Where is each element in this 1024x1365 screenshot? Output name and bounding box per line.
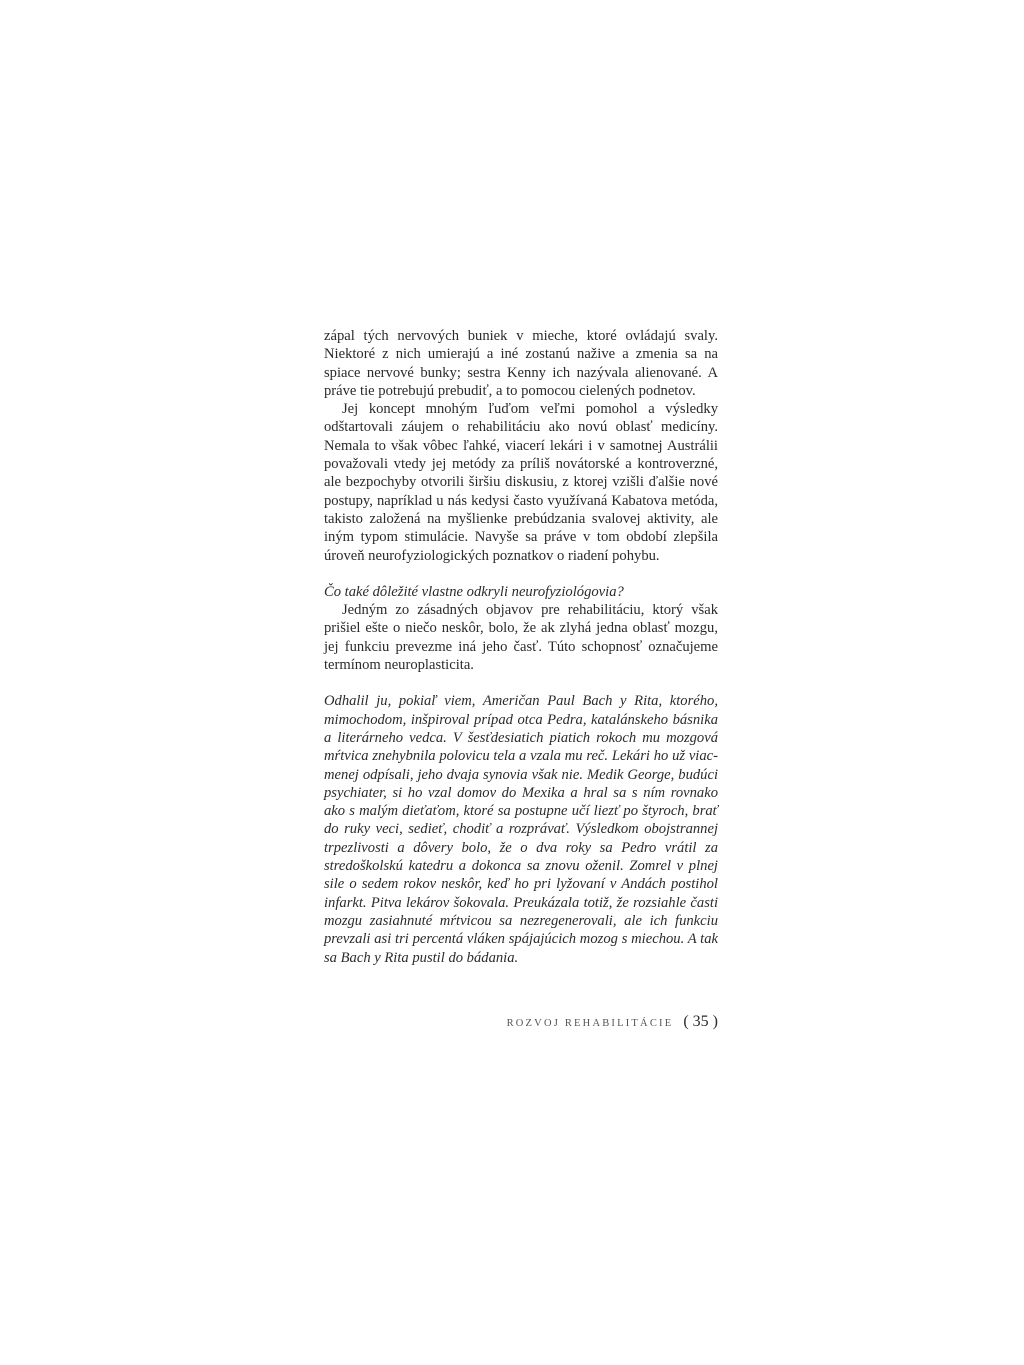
page-number: ( 35 ) [683,1013,718,1030]
running-head: ROZVOJ REHABILITÁCIE [506,1018,674,1029]
paragraph-1: zápal tých nervových buniek v mieche, ktoré ovládajú svaly. Niektoré z nich umierajú a iné zostanú nažive a zmenia sa na spiace nervové bunky; sestra Kenny ich nazývala alienované. A práve tie potrebujú prebudiť, a to pomocou cielených podnetov. [324,328,718,399]
section-gap [324,674,718,692]
paragraph-4: Odhalil ju, pokiaľ viem, Američan Paul Bach y Rita, ktorého, mimochodom, inšpiroval prípad otca Pedra, katalánskeho básnika a literárneho vedca. V šesťdesiatich piatich rokoch mu mozgová mŕtvica znehybnila polovicu tela a vzala mu reč. Lekári ho už viac-menej odpísali, jeho dvaja synovia však nie. Medik George, budúci psychiater, si ho vzal domov do Mexika a hral sa s ním rovnako ako s malým dieťaťom, ktoré sa postupne učí liezť po štyroch, brať do ruky veci, sedieť, chodiť a rozprávať. Výsledkom obojstrannej trpezlivosti a dôvery bolo, že o dva roky sa Pedro vrátil za stredoškolskú katedru a dokonca sa znovu oženil. Zomrel v plnej sile o sedem rokov neskôr, keď ho pri lyžovaní v Andách postihol infarkt. Pitva lekárov šokovala. Preukázala totiž, že rozsiahle časti mozgu zasiahnuté mŕtvicou sa nezregenerovali, ale ich funkciu prevzali asi tri percentá vláken spájajúcich mozog s miechou. A tak sa Bach y Rita pustil do bádania. [324,693,718,966]
page-footer [324,1013,718,1031]
interview-question: Čo také dôležité vlastne odkryli neurofyziológovia? [324,583,624,600]
body-text [324,327,718,967]
paragraph-2: Jej koncept mnohým ľuďom veľmi pomohol a výsledky odštartovali záujem o rehabilitáciu ako novú oblasť medicíny. Nemala to však vôbec ľahké, viacerí lekári i v samotnej Austrálii považovali vtedy jej metódy za príliš novátorské a kontroverzné, ale bezpochyby otvorili širšiu diskusiu, z ktorej vzišli ďalšie nové postupy, napríklad u nás kedysi často využívaná Kabatova metóda, takisto založená na myšlienke prebúdzania svalovej aktivity, ale iným typom stimulácie. Navyše sa práve v tom období zlepšila úroveň neurofyziologických poznatkov o riadení pohybu. [324,401,718,564]
paragraph-3: Jedným zo zásadných objavov pre rehabilitáciu, ktorý však prišiel ešte o niečo neskôr, bolo, že ak zlyhá jedna oblasť mozgu, jej funkciu prevezme iná jeho časť. Túto schopnosť označujeme termínom neuroplasticita. [324,602,718,674]
